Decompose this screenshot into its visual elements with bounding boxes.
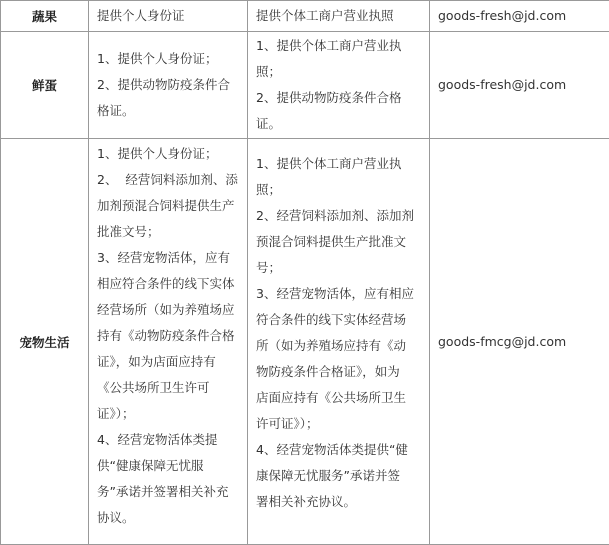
email-cell [430, 32, 609, 139]
doc-line: 提供个体工商户营业执照 [248, 3, 429, 29]
doc-line: 3、经营宠物活体，应有 [97, 245, 241, 271]
doc-line: 2、提供动物防疫条件合 [97, 72, 241, 98]
contact-email: goods-fresh@jd.com [430, 72, 609, 98]
doc-line: 提供个人身份证 [89, 3, 247, 29]
contact-email: goods-fmcg@jd.com [430, 329, 609, 355]
doc-line: 照； [256, 177, 423, 203]
doc-line: 所（如为养殖场应持有《动 [256, 333, 423, 359]
doc-line: 2、 经营饲料添加剂、添 [97, 167, 241, 193]
category-cell: 鲜蛋 [1, 32, 89, 139]
doc-line: 供“健康保障无忧服 [97, 453, 241, 479]
doc-line: 《公共场所卫生许可 [97, 375, 241, 401]
doc-line: 1、提供个体工商户营业执 [256, 33, 423, 59]
business-docs-cell [248, 32, 430, 139]
contact-email: goods-fresh@jd.com [430, 3, 609, 29]
doc-line: 证》）； [97, 401, 241, 427]
doc-line: 预混合饲料提供生产批准文 [256, 229, 423, 255]
table-row-fresh-eggs [1, 32, 609, 139]
table-row-vegetables-fruits [1, 1, 609, 32]
doc-line: 康保障无忧服务”承诺并签 [256, 463, 423, 489]
table-row-pet-life [1, 139, 609, 545]
business-docs-cell [248, 139, 430, 545]
doc-line: 协议。 [97, 505, 241, 531]
personal-docs-cell [89, 139, 248, 545]
doc-line: 1、提供个体工商户营业执 [256, 151, 423, 177]
doc-line: 2、经营饲料添加剂、添加剂 [256, 203, 423, 229]
doc-line: 1、提供个人身份证； [97, 141, 241, 167]
doc-line: 4、经营宠物活体类提供“健 [256, 437, 423, 463]
doc-line: 号； [256, 255, 423, 281]
doc-line: 批准文号； [97, 219, 241, 245]
personal-docs-cell [89, 1, 248, 32]
doc-line: 4、经营宠物活体类提 [97, 427, 241, 453]
doc-line: 务”承诺并签署相关补充 [97, 479, 241, 505]
business-docs-cell [248, 1, 430, 32]
email-cell [430, 139, 609, 545]
doc-line: 相应符合条件的线下实体 [97, 271, 241, 297]
doc-line: 照； [256, 59, 423, 85]
doc-line: 2、提供动物防疫条件合格 [256, 85, 423, 111]
category-cell: 蔬果 [1, 1, 89, 32]
doc-line: 符合条件的线下实体经营场 [256, 307, 423, 333]
doc-line: 证。 [256, 111, 423, 137]
email-cell [430, 1, 609, 32]
doc-line: 物防疫条件合格证》，如为 [256, 359, 423, 385]
doc-line: 持有《动物防疫条件合格 [97, 323, 241, 349]
doc-line: 格证。 [97, 98, 241, 124]
category-cell: 宠物生活 [1, 139, 89, 545]
doc-line: 署相关补充协议。 [256, 489, 423, 515]
doc-line: 1、提供个人身份证； [97, 46, 241, 72]
doc-line: 经营场所（如为养殖场应 [97, 297, 241, 323]
personal-docs-cell [89, 32, 248, 139]
doc-line: 证》，如为店面应持有 [97, 349, 241, 375]
doc-line: 许可证》）； [256, 411, 423, 437]
doc-line: 3、经营宠物活体，应有相应 [256, 281, 423, 307]
doc-line: 店面应持有《公共场所卫生 [256, 385, 423, 411]
doc-line: 加剂预混合饲料提供生产 [97, 193, 241, 219]
